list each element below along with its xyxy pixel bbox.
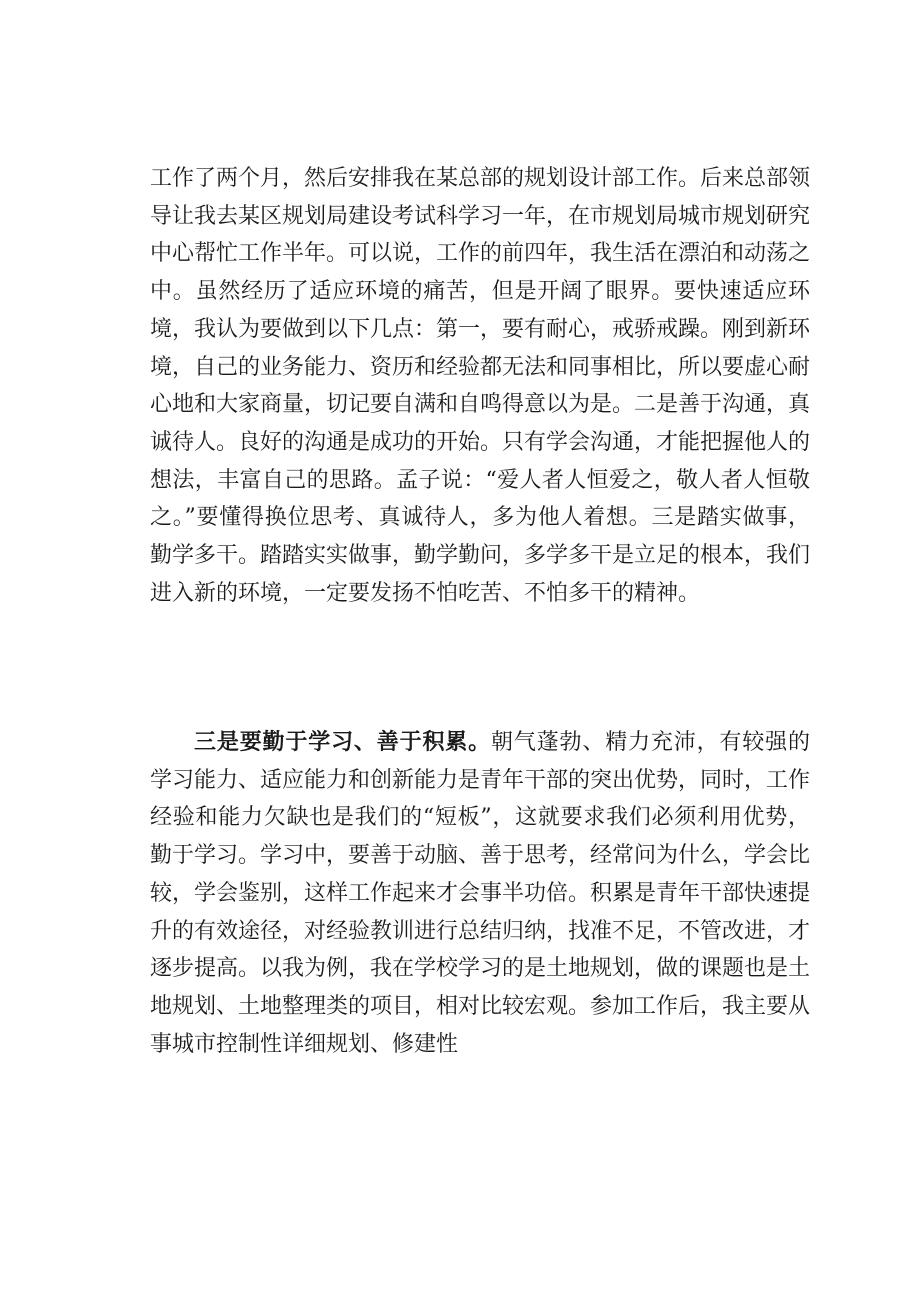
paragraph-2-body: 朝气蓬勃、精力充沛，有较强的学习能力、适应能力和创新能力是青年干部的突出优势，同时，工作经验和能力欠缺也是我们的“短板”，这就要求我们必须利用优势，勤于学习。学习中，要善于动脑、善于思考，经常问为什么，学会比较，学会鉴别，这样工作起来才会事半功倍。积累是青年干部快速提升的有效途径，对经验教训进行总结归纳，找准不足，不管改进，才逐步提高。以我为例，我在学校学习的是土地规划，做的课题也是土地规划、土地整理类的项目，相对比较宏观。参加工作后，我主要从事城市控制性详细规划、修建性 bbox=[150, 730, 811, 1057]
body-paragraph-2 bbox=[150, 724, 810, 1063]
document-page bbox=[150, 0, 810, 1301]
body-paragraph-1: 工作了两个月，然后安排我在某总部的规划设计部工作。后来总部领导让我去某区规划局建设考试科学习一年，在市规划局城市规划研究中心帮忙工作半年。可以说，工作的前四年，我生活在漂泊和动荡之中。虽然经历了适应环境的痛苦，但是开阔了眼界。要快速适应环境，我认为要做到以下几点：第一，要有耐心，戒骄戒躁。刚到新环境，自己的业务能力、资历和经验都无法和同事相比，所以要虚心耐心地和大家商量，切记要自满和自鸣得意以为是。二是善于沟通，真诚待人。良好的沟通是成功的开始。只有学会沟通，才能把握他人的想法，丰富自己的思路。孟子说：“爱人者人恒爱之，敬人者人恒敬之。”要懂得换位思考、真诚待人，多为他人着想。三是踏实做事，勤学多干。踏踏实实做事，勤学勤问，多学多干是立足的根本，我们进入新的环境，一定要发扬不怕吃苦、不怕多干的精神。 bbox=[150, 166, 811, 606]
paragraph-2-lead-heading: 三是要勤于学习、善于积累。 bbox=[194, 729, 491, 755]
